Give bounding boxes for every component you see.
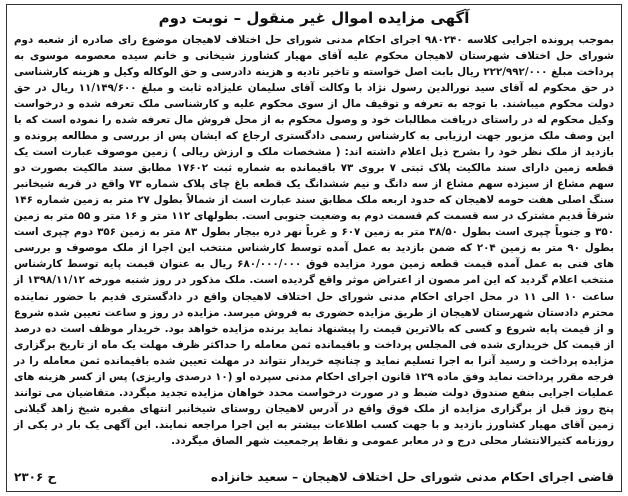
notice-signature: قاضی اجرای احکام مدنی شورای حل اختلاف لاهیجان – سعید خانزاده [210,470,614,484]
auction-notice [6,4,622,492]
notice-body: بموجب پرونده اجرایی کلاسه ۹۸۰۲۴۰ اجرای احکام مدنی شورای حل اختلاف لاهیجان موضوع رای صادره از شعبه دوم شورای حل اختلاف شهرستان لاهیجان محکوم علیه آقای مهیار کشاورز شیخانی و خانم سیده معصومه موسوی به پرداخت مبلغ ۲۲۲/۹۹۲/۰۰۰ ریال بابت اصل خواسته و تاخیر تادیه و هزینه دادرسی و حق الوکاله وکیل و هزینه کارشناسی در حق محکوم له آقای سید نورالدین رسول نژاد با وکالت آقای سلیمان علیزاده ثابت و مبلغ ۱۱/۱۴۹/۶۰۰ ریال در حق دولت محکوم میباشند. با توجه به تعرفه و توقیف مال از سوی محکوم علیه و کارشناسی ملک تعرفه شده و درخواست وکیل محکوم له در راستای دریافت مطالبات خود و وصول محکوم به از محل فروش مال تعرفه شده را نموده است که با این وصف ملک مزبور جهت ارزیابی به کارشناس رسمی دادگستری ارجاع که ایشان پس از بررسی و مطالعه پرونده و بازدید از ملک نظر خود را بشرح ذیل اعلام داشته اند: ( مشخصات ملک و ارزش ریالی ) زمین موصوف عبارت است یک قطعه زمین دارای سند مالکیت پلاک ثبتی ۷ بروی ۷۳ باقیمانده به شماره ثبت ۱۷۶۰۲ مطابق سند مالکیت بصورت دو سهم مشاع از سیزده سهم مشاع از سه دانگ و نیم ششدانگ یک قطعه باغ چای پلاک شماره ۷۳ واقع در قریه شیخانبر سنگ اصلی هفت حومه لاهیجان که حدود اربعه ملک مطابق سند عبارت است از شمالاً بطول ۲۷ متر به زمین شماره ۱۴۶ شرقاً قدیم مشترک در سه قسمت کم قسمت دوم به وضعیت جنوبی است. بطولهای ۱۱۲ متر و ۱۶ متر و ۵۵ متر به زمین ۳۵۰ و جنوباً چپری است بطول ۳۸/۵۰ متر به زمین ۶۰۷ و غرباً نهر دره بیجار بطول ۸۳ متر به زمین ۳۵۶ دوم چپری است بطول ۹۰ متر به زمین ۲۰۴ که ضمن بازدید به عمل آمده توسط کارشناس منتخب این اجرا از ملک موصوف و بررسی های فنی به عمل آمده قیمت قطعه زمین مورد مزایده فوق ۶۸۰/۰۰۰/۰۰۰ ریال به عنوان قیمت پایه توسط کارشناس منتخب اعلام گردید که این امر مصون از اعتراض موثر واقع گردیده است. ملک مذکور در روز شنبه مورخه ۱۳۹۸/۱۱/۱۲ از ساعت ۱۰ الی ۱۱ در محل اجرای احکام مدنی شورای حل اختلاف لاهیجان واقع در دادگستری قدیم با حضور نماینده محترم دادستان شهرستان لاهیجان از طریق مزایده حضوری به فروش میرسد. مزایده در روز و ساعت تعیین شده شروع و از قیمت پایه شروع و کسی که بالاترین قیمت را پیشنهاد نماید برنده مزایده خواهد بود. خریدار موظف است ده درصد از قیمت کل خریداری شده فی المجلس پرداخت و باقیمانده ثمن معامله را حداکثر ظرف مهلت یک ماه از تاریخ برگزاری مزایده پرداخت و رسید آنرا به اجرا تسلیم نماید و چنانچه خریدار نتواند در مهلت تعیین شده باقیمانده ثمن معامله را در فرجه مقرر پرداخت نماید وفق ماده ۱۲۹ قانون اجرای احکام مدنی سپرده او (۱۰ درصدی واریزی) پس از کسر هزینه های عملیات اجرایی بنفع صندوق دولت ضبط و در صورت درخواست محدد خواهان مزایده تجدید میگردد. متقاضیان می توانند پنج روز قبل از برگزاری مزایده از ملک فوق واقع در آدرس لاهیجان روستای شیخانبر انتهای مقبره شیخ زاهد گیلانی زمین آقای مهیار کشاورز بازدید و با جهت کسب اطلاعات بیشتر به این اجرا مراجعه نمایند. این آگهی یک بار در یکی از روزنامه کثیرالانتشار محلی درج و در معابر عمومی و نقاط پرجمعیت شهر الصاق میگردد. [14,34,615,447]
notice-title: آگهی مزایده اموال غیر منقول – نوبت دوم [158,9,470,27]
notice-footer [14,468,614,486]
notice-code: ح ۲۳۰۶ [14,470,57,484]
